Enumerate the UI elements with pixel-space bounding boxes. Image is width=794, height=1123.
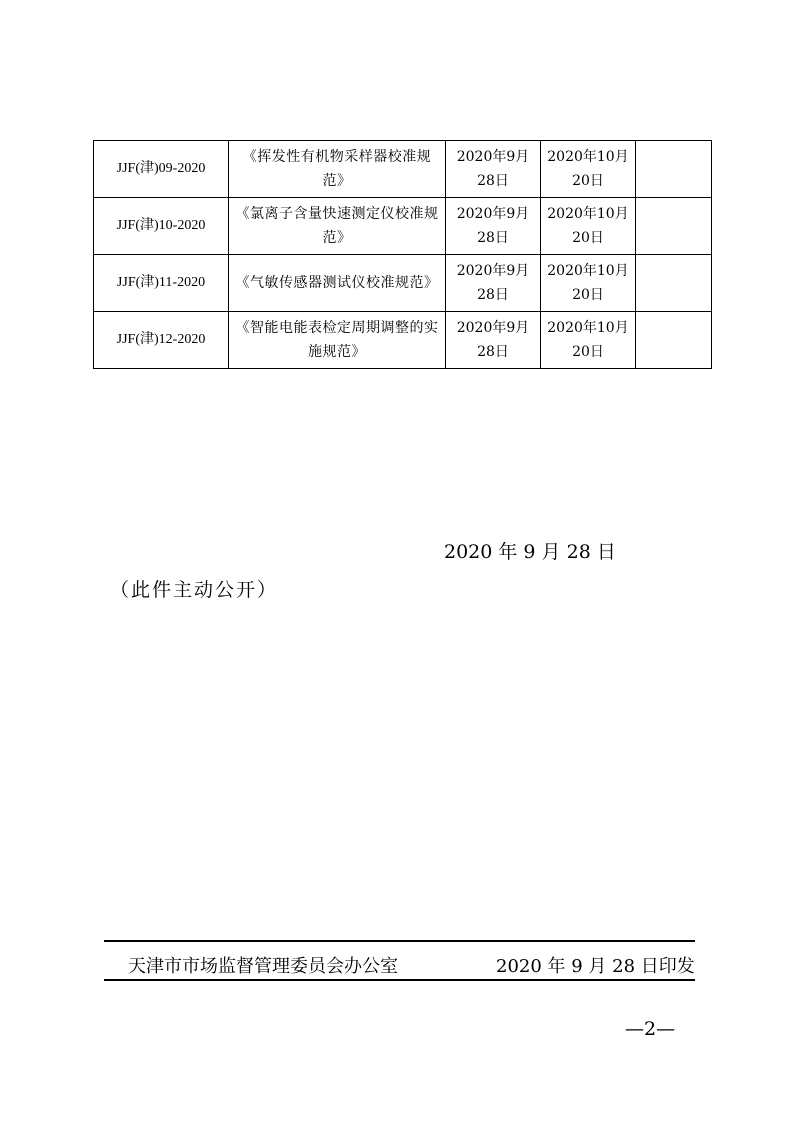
disclosure-note: （此件主动公开）	[110, 579, 279, 601]
note-cell	[636, 198, 712, 255]
footer-top-rule	[104, 940, 695, 942]
signature-date: 2020 年 9 月 28 日	[444, 541, 616, 563]
note-cell	[636, 312, 712, 369]
issuing-organization: 天津市市场监督管理委员会办公室	[128, 956, 398, 977]
table-row	[94, 198, 712, 255]
table-row	[94, 255, 712, 312]
issue-date: 2020年9月28日	[446, 198, 541, 255]
print-date: 2020 年 9 月 28 日印发	[496, 956, 695, 977]
effective-date: 2020年10月20日	[541, 312, 636, 369]
standard-name: 《氯离子含量快速测定仪校准规范》	[229, 198, 446, 255]
standard-name: 《气敏传感器测试仪校准规范》	[229, 255, 446, 312]
table-row	[94, 312, 712, 369]
note-cell	[636, 255, 712, 312]
standard-code: JJF(津)09-2020	[94, 141, 229, 198]
table-row	[94, 141, 712, 198]
effective-date: 2020年10月20日	[541, 141, 636, 198]
footer-bottom-rule	[104, 979, 695, 981]
standard-code: JJF(津)12-2020	[94, 312, 229, 369]
standards-table	[93, 140, 712, 369]
standard-code: JJF(津)11-2020	[94, 255, 229, 312]
note-cell	[636, 141, 712, 198]
standard-code: JJF(津)10-2020	[94, 198, 229, 255]
effective-date: 2020年10月20日	[541, 255, 636, 312]
standard-name: 《挥发性有机物采样器校准规范》	[229, 141, 446, 198]
effective-date: 2020年10月20日	[541, 198, 636, 255]
standard-name: 《智能电能表检定周期调整的实施规范》	[229, 312, 446, 369]
issue-date: 2020年9月28日	[446, 141, 541, 198]
issue-date: 2020年9月28日	[446, 255, 541, 312]
page-number: —2—	[625, 1018, 676, 1040]
issue-date: 2020年9月28日	[446, 312, 541, 369]
